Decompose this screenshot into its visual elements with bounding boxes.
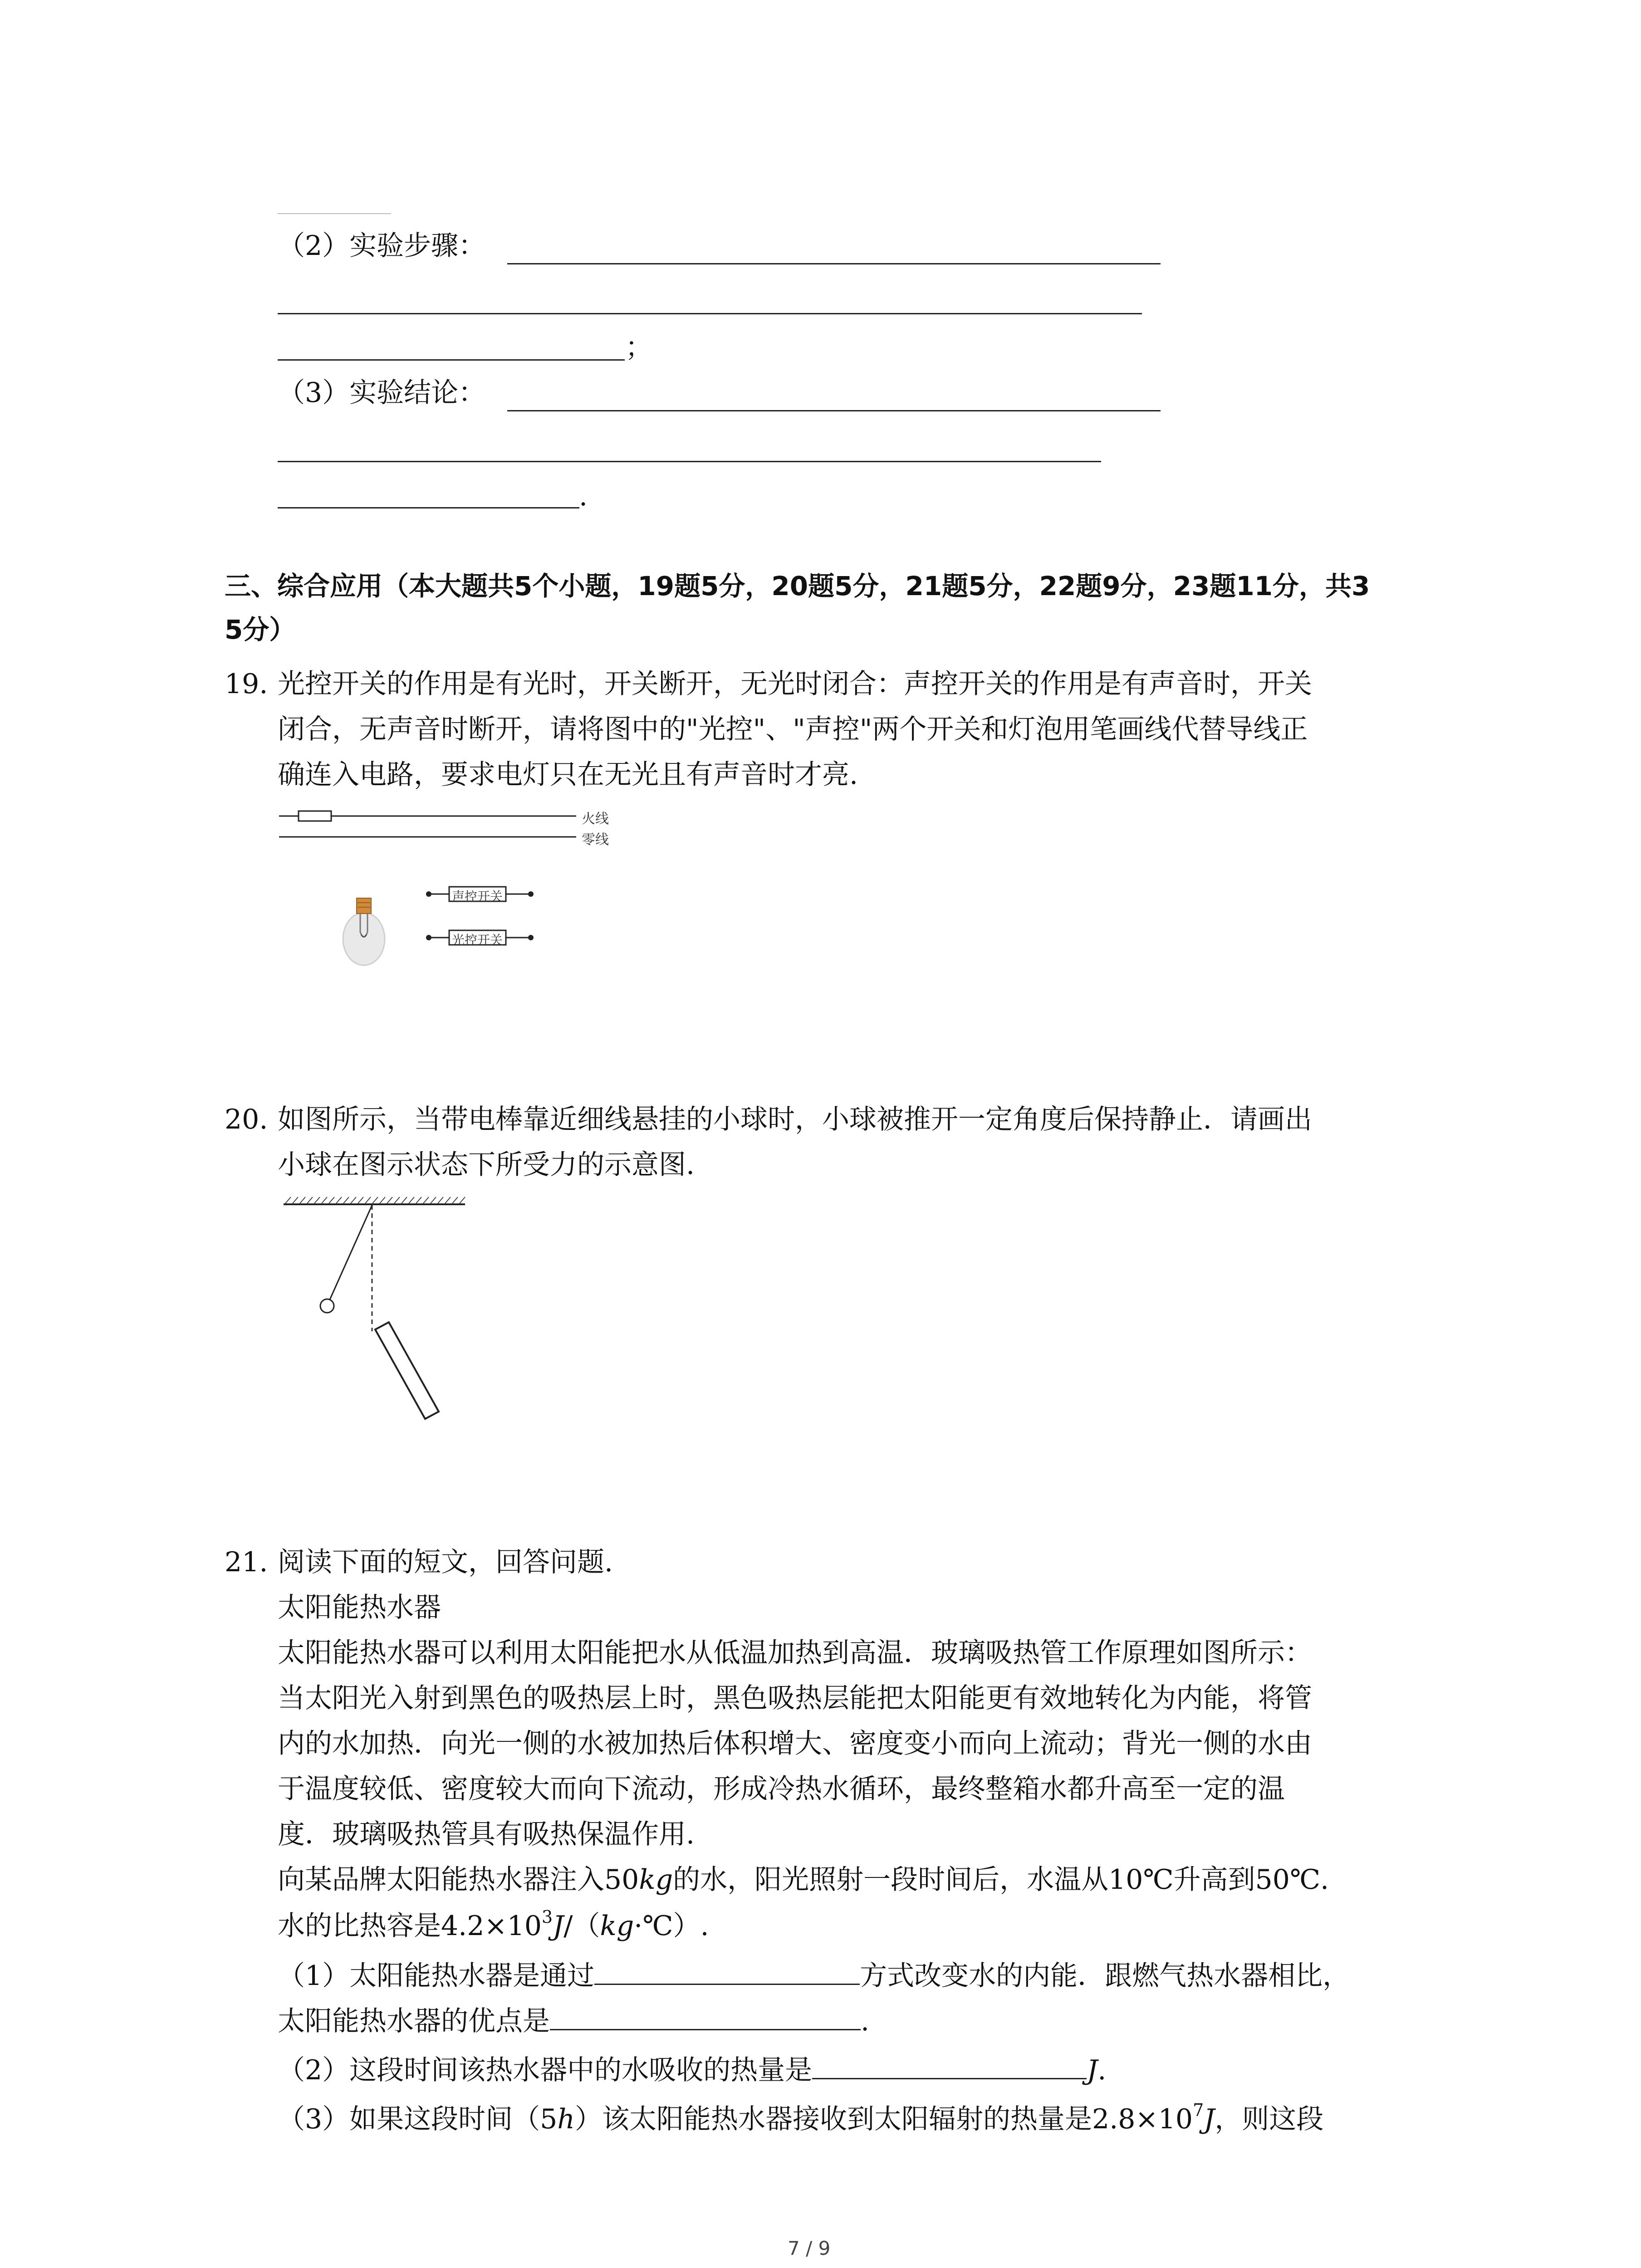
- q18-period: [579, 474, 588, 518]
- q21-sub3: [278, 2097, 1323, 2141]
- fuse-symbol: [299, 811, 331, 821]
- q19-text-line1: [278, 662, 1312, 706]
- answer-blank[interactable]: [278, 461, 1101, 462]
- q21-article-title: [278, 1586, 441, 1629]
- text-segment: 太阳能热水器的优点是: [278, 2005, 550, 2037]
- q21-para-line1: [278, 1631, 1312, 1675]
- top-rule: [278, 213, 391, 214]
- light-switch-label: [452, 930, 503, 948]
- ball-icon: [320, 1299, 334, 1313]
- string-line: [330, 1205, 372, 1300]
- q18-semicolon: [625, 326, 652, 369]
- exponent-text: 3: [542, 1907, 553, 1927]
- q21-sub1-line1: [278, 1954, 1350, 1998]
- q21-para-line6: [278, 1858, 1329, 1901]
- q18-step2: [278, 224, 485, 268]
- page-number-text: 7 / 9: [788, 2237, 831, 2259]
- text-segment: ，则这段: [1215, 2103, 1324, 2135]
- period-text: .: [579, 480, 588, 512]
- unit-text: kg: [639, 1864, 673, 1896]
- text-line: 内的水加热．向光一侧的水被加热后体积增大、密度变小而向上流动；背光一侧的水由: [278, 1728, 1312, 1760]
- answer-blank[interactable]: [278, 313, 1142, 314]
- q19-number: [225, 662, 268, 706]
- terminal-dot[interactable]: [426, 891, 431, 897]
- pendulum-diagram: [279, 1191, 470, 1427]
- q19-text-line3: [278, 753, 858, 797]
- answer-blank[interactable]: [550, 2001, 861, 2030]
- text-segment: 向某品牌太阳能热水器注入50: [278, 1864, 639, 1896]
- q21-intro: [278, 1540, 613, 1584]
- text-line: 小球在图示状态下所受力的示意图.: [278, 1149, 695, 1181]
- q21-sub2: [278, 2048, 1106, 2092]
- answer-blank[interactable]: [278, 359, 625, 361]
- unit-text: kg: [600, 1910, 634, 1942]
- text-segment: （2）这段时间该热水器中的水吸收的热量是: [278, 2054, 813, 2086]
- text-segment: 水的比热容是4.2×10: [278, 1910, 542, 1942]
- q20-text-line2: [278, 1143, 695, 1187]
- answer-blank[interactable]: [507, 263, 1161, 264]
- question-number: 20.: [225, 1104, 268, 1135]
- text-line: 于温度较低、密度较大而向下流动，形成冷热水循环，最终整箱水都升高至一定的温: [278, 1773, 1285, 1805]
- text-segment: 的水，阳光照射一段时间后，水温从10℃升高到50℃.: [673, 1864, 1329, 1896]
- unit-text: J: [1204, 2103, 1215, 2135]
- q21-para-line5: [278, 1813, 695, 1856]
- q18-step3: [278, 371, 485, 415]
- section-heading-cont: [225, 608, 295, 651]
- answer-blank[interactable]: [507, 410, 1161, 411]
- q19-text-line2: [278, 708, 1308, 751]
- q20-number: [225, 1098, 268, 1141]
- sound-switch-label: [452, 887, 503, 905]
- unit-text: h: [557, 2103, 575, 2135]
- question-number: 19.: [225, 668, 268, 700]
- exponent-text: 7: [1193, 2100, 1204, 2120]
- ceiling-support: [284, 1197, 465, 1204]
- q20-text-line1: [278, 1098, 1312, 1141]
- semicolon-text: ；: [625, 332, 652, 363]
- text-segment: （1）太阳能热水器是通过: [278, 1960, 595, 1992]
- text-segment: ·℃）.: [634, 1910, 709, 1942]
- unit-text: J: [1087, 2054, 1098, 2086]
- text-segment: （3）如果这段时间（5: [278, 2103, 558, 2135]
- charged-rod-icon: [375, 1322, 439, 1419]
- text-line: 闭合，无声音时断开，请将图中的"光控"、"声控"两个开关和灯泡用笔画线代替导线正: [278, 714, 1308, 745]
- terminal-dot[interactable]: [528, 891, 534, 897]
- q21-sub1-line2: [278, 1999, 869, 2043]
- article-title: 太阳能热水器: [278, 1592, 441, 1623]
- question-number: 21.: [225, 1546, 268, 1578]
- neutral-wire-text: 零线: [582, 832, 609, 848]
- section-heading-line2: 5分）: [225, 614, 296, 645]
- live-wire-text: 火线: [582, 811, 609, 827]
- text-segment: /（: [563, 1910, 600, 1942]
- q21-para-line4: [278, 1767, 1285, 1811]
- text-line: 当太阳光入射到黑色的吸热层上时，黑色吸热层能把太阳能更有效地转化为内能，将管: [278, 1682, 1312, 1714]
- text-segment: .: [861, 2005, 870, 2037]
- page-number: [788, 2237, 830, 2259]
- light-bulb-icon: [343, 898, 385, 965]
- text-line: 阅读下面的短文，回答问题.: [278, 1546, 613, 1578]
- q21-para-line3: [278, 1722, 1312, 1765]
- live-wire-label: [582, 807, 609, 827]
- text-line: 度．玻璃吸热管具有吸热保温作用.: [278, 1818, 695, 1850]
- terminal-dot[interactable]: [528, 935, 534, 940]
- text-segment: ）该太阳能热水器接收到太阳辐射的热量是2.8×10: [575, 2103, 1193, 2135]
- text-segment: .: [1097, 2054, 1107, 2086]
- answer-blank[interactable]: [812, 2050, 1087, 2079]
- q21-para-line2: [278, 1677, 1312, 1720]
- terminal-dot[interactable]: [426, 935, 431, 940]
- q21-para-line7: [278, 1904, 709, 1948]
- text-segment: 方式改变水的内能．跟燃气热水器相比，: [860, 1960, 1350, 1992]
- text-line: 确连入电路，要求电灯只在无光且有声音时才亮.: [278, 759, 858, 791]
- section-heading: [225, 564, 1370, 608]
- answer-blank[interactable]: [594, 1955, 860, 1985]
- text-line: 如图所示，当带电棒靠近细线悬挂的小球时，小球被推开一定角度后保持静止．请画出: [278, 1104, 1312, 1135]
- sound-switch-text: 声控开关: [452, 889, 503, 904]
- neutral-wire-label: [582, 828, 609, 848]
- q21-number: [225, 1540, 268, 1584]
- light-switch-text: 光控开关: [452, 933, 503, 948]
- q18-step2-label: （2）实验步骤：: [278, 230, 486, 262]
- answer-blank[interactable]: [278, 507, 579, 508]
- unit-text: J: [553, 1910, 564, 1942]
- section-heading-line1: 三、综合应用（本大题共5个小题，19题5分，20题5分，21题5分，22题9分，23题11分，共3: [225, 571, 1370, 601]
- q18-step3-label: （3）实验结论：: [278, 377, 486, 409]
- text-line: 太阳能热水器可以利用太阳能把水从低温加热到高温．玻璃吸热管工作原理如图所示：: [278, 1637, 1312, 1669]
- text-line: 光控开关的作用是有光时，开关断开，无光时闭合：声控开关的作用是有声音时，开关: [278, 668, 1312, 700]
